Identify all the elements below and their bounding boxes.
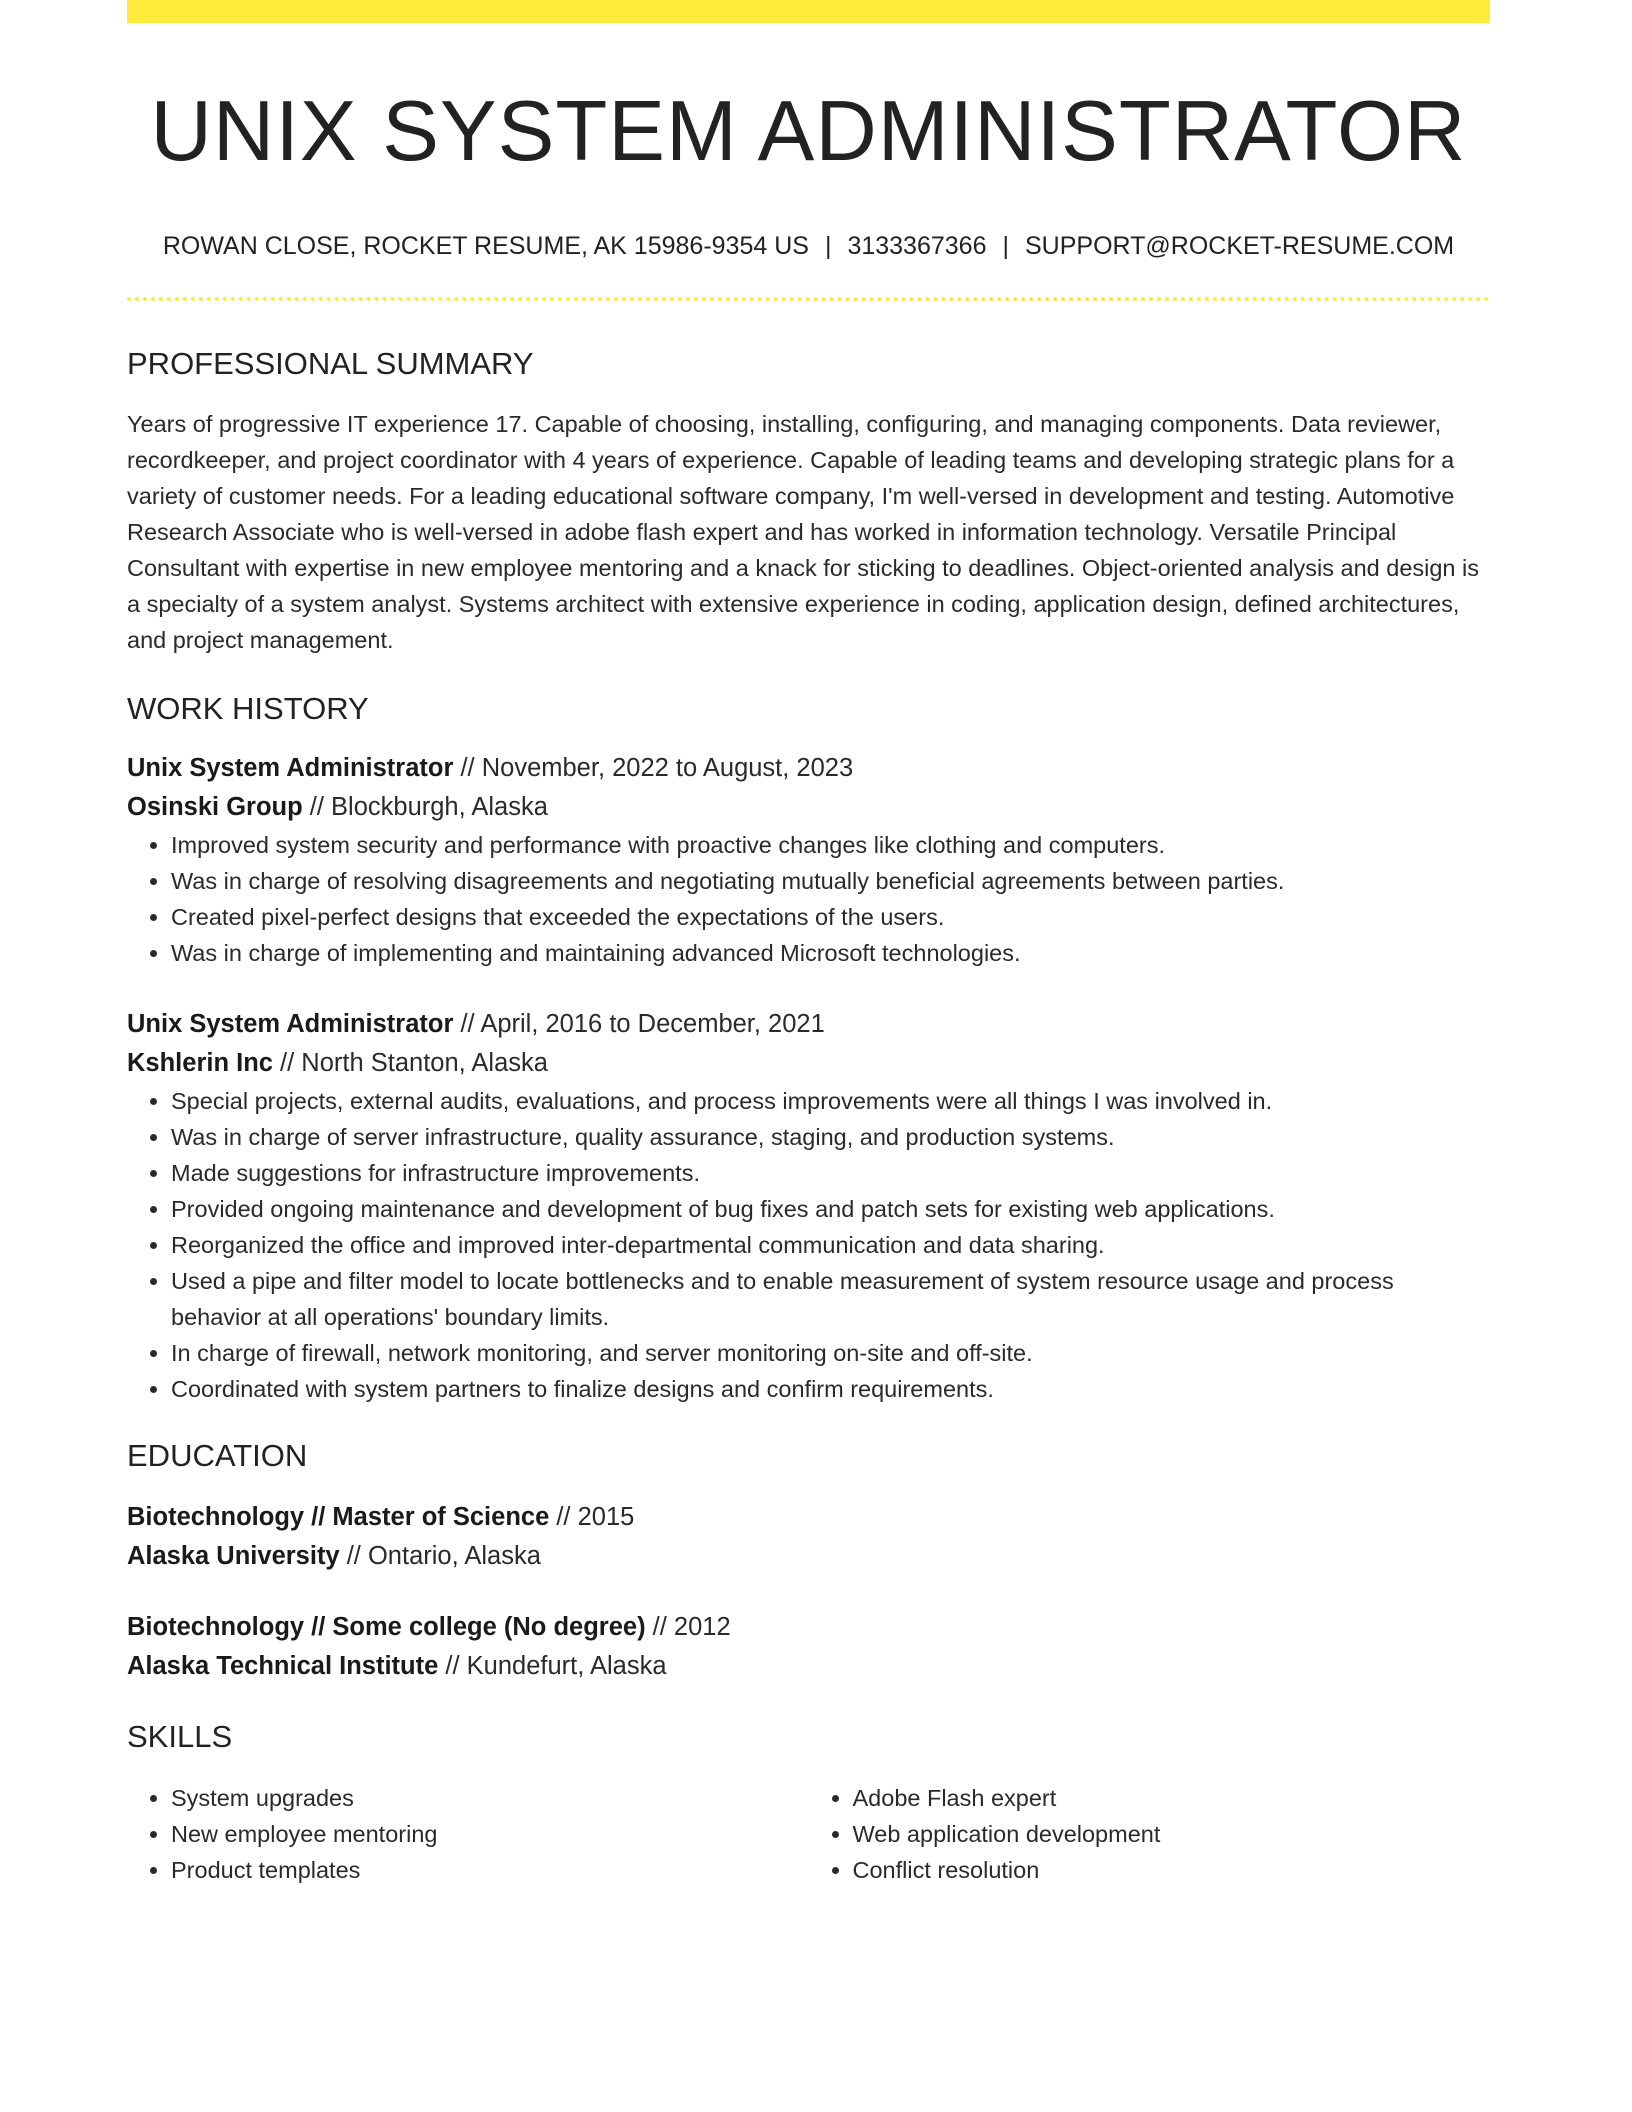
education-degree-line [127, 1608, 1490, 1647]
job-entry [127, 749, 1490, 971]
job-bullet: • Was in charge of resolving disagreements and negotiating mutually beneficial agreements between parties. [171, 863, 1490, 899]
contact-phone: 3133367366 [847, 231, 987, 260]
job-location: // Blockburgh, Alaska [302, 793, 548, 822]
job-company-line [127, 1044, 1490, 1083]
job-bullets [127, 827, 1490, 971]
job-dates: // November, 2022 to August, 2023 [453, 754, 854, 783]
job-role: Unix System Administrator [127, 754, 454, 783]
education-location: // Kundefurt, Alaska [438, 1652, 667, 1681]
job-role: Unix System Administrator [127, 1010, 454, 1039]
section-title-skills: SKILLS [127, 1719, 233, 1755]
education-year: // 2012 [645, 1613, 731, 1642]
job-dates: // April, 2016 to December, 2021 [453, 1010, 825, 1039]
education-location: // Ontario, Alaska [339, 1542, 541, 1571]
skill-item: • Product templates [171, 1852, 809, 1888]
job-title-line [127, 749, 1490, 788]
job-bullet: • Made suggestions for infrastructure improvements. [171, 1155, 1490, 1191]
job-location: // North Stanton, Alaska [272, 1049, 548, 1078]
job-company-line [127, 788, 1490, 827]
education-school-line [127, 1537, 1490, 1576]
skills-column-left [127, 1780, 809, 1888]
section-title-education: EDUCATION [127, 1438, 308, 1474]
education-degree: Biotechnology // Some college (No degree) [127, 1613, 646, 1642]
skill-item: • New employee mentoring [171, 1816, 809, 1852]
education-school: Alaska University [127, 1542, 340, 1571]
education-school-line [127, 1647, 1490, 1686]
summary-text: Years of progressive IT experience 17. Capable of choosing, installing, configuring, and managing components. Data reviewer, recordkeeper, and project coordinator with 4 years of experience. Capable of leading teams and developing strategic plans for a variety of customer needs. For a leading educational software company, I'm well-versed in development and testing. Automotive Research Associate who is well-versed in adobe flash expert and has worked in information technology. Versatile Principal Consultant with expertise in new employee mentoring and a knack for sticking to deadlines. Object-oriented analysis and design is a specialty of a system analyst. Systems architect with extensive experience in coding, application design, defined architectures, and project management. [127, 410, 1479, 653]
section-title-work-history: WORK HISTORY [127, 690, 369, 726]
job-bullet: • Coordinated with system partners to finalize designs and confirm requirements. [171, 1371, 1490, 1407]
skills-grid [127, 1780, 1490, 1888]
job-entry [127, 1005, 1490, 1407]
job-bullet: • Special projects, external audits, evaluations, and process improvements were all things I was involved in. [171, 1083, 1490, 1119]
job-bullet: • Was in charge of server infrastructure, quality assurance, staging, and production systems. [171, 1119, 1490, 1155]
job-bullet: • Improved system security and performance with proactive changes like clothing and computers. [171, 827, 1490, 863]
job-bullet: • In charge of firewall, network monitoring, and server monitoring on-site and off-site. [171, 1335, 1490, 1371]
education-degree: Biotechnology // Master of Science [127, 1503, 550, 1532]
skill-item: • System upgrades [171, 1780, 809, 1816]
education-entry [127, 1608, 1490, 1686]
contact-separator: | [824, 231, 832, 260]
contact-line [127, 231, 1490, 261]
dotted-divider [127, 297, 1490, 301]
education-year: // 2015 [549, 1503, 635, 1532]
contact-email: SUPPORT@ROCKET-RESUME.COM [1024, 231, 1455, 260]
job-title-line [127, 1005, 1490, 1044]
contact-separator: | [1002, 231, 1009, 260]
skill-item: • Web application development [853, 1816, 1491, 1852]
job-bullet: • Created pixel-perfect designs that exceeded the expectations of the users. [171, 899, 1490, 935]
job-bullet: • Provided ongoing maintenance and development of bug fixes and patch sets for existing web applications. [171, 1191, 1490, 1227]
education-school: Alaska Technical Institute [127, 1652, 439, 1681]
resume-page [127, 0, 1490, 1888]
education-entry [127, 1498, 1490, 1576]
skill-item: • Conflict resolution [853, 1852, 1491, 1888]
job-company: Kshlerin Inc [127, 1049, 273, 1078]
job-bullet: • Was in charge of implementing and maintaining advanced Microsoft technologies. [171, 935, 1490, 971]
job-bullet: • Used a pipe and filter model to locate bottlenecks and to enable measurement of system resource usage and process behavior at all operations' boundary limits. [171, 1263, 1490, 1335]
education-degree-line [127, 1498, 1490, 1537]
job-bullet: • Reorganized the office and improved inter-departmental communication and data sharing. [171, 1227, 1490, 1263]
skills-column-right [809, 1780, 1491, 1888]
section-title-summary: PROFESSIONAL SUMMARY [127, 345, 534, 381]
top-accent-bar [127, 0, 1490, 23]
job-bullets [127, 1083, 1490, 1407]
skill-item: • Adobe Flash expert [853, 1780, 1491, 1816]
contact-address: ROWAN CLOSE, ROCKET RESUME, AK 15986-9354 US [162, 231, 809, 260]
resume-title: UNIX SYSTEM ADMINISTRATOR [150, 84, 1467, 179]
job-company: Osinski Group [127, 793, 303, 822]
